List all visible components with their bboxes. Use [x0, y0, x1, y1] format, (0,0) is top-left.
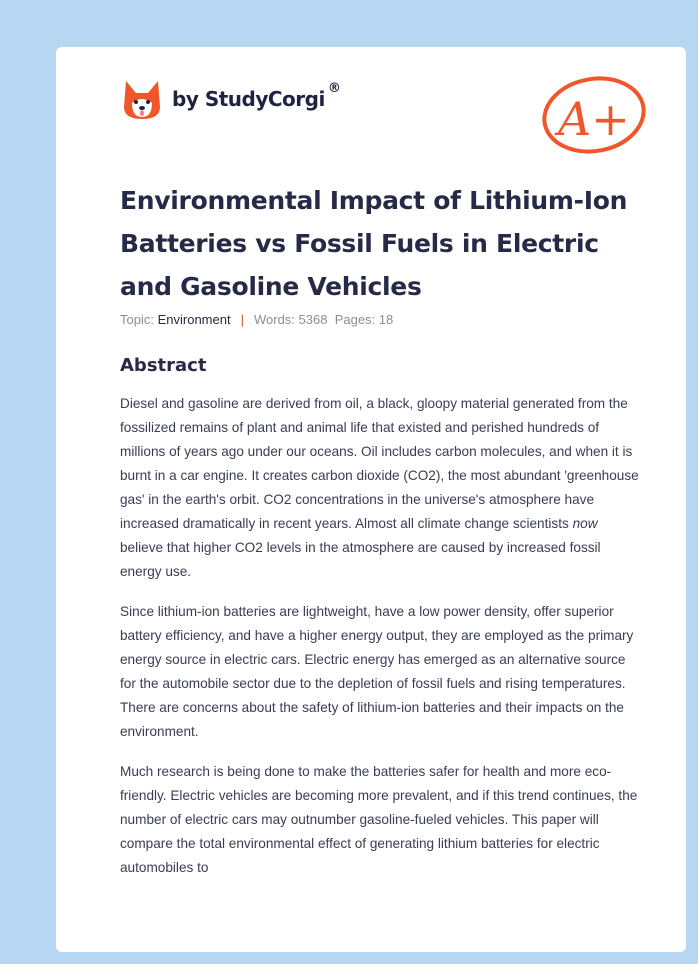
paragraph: Since lithium-ion batteries are lightweight, have a low power density, offer superior battery efficiency, and have a higher energy output, they are employed as the primary energy source in electric cars. Electric energy has emerged as an alternative source for the automobile sector due to the depletion of fossil fuels and rising temperatures. There are concerns about the safety of lithium-ion batteries and their impacts on the environment.: [120, 604, 634, 739]
page-title: Environmental Impact of Lithium-Ion Batteries vs Fossil Fuels in Electric and Gasoline Vehicles: [120, 186, 628, 301]
corgi-icon: [122, 77, 162, 121]
studycorgi-logo[interactable]: [122, 77, 340, 121]
svg-text:A+: A+: [558, 92, 630, 146]
brand-name: by StudyCorgi ®: [172, 81, 341, 111]
topic-link[interactable]: Environment: [157, 312, 231, 327]
paragraph: Much research is being done to make the batteries safer for health and more eco-friendly. Electric vehicles are becoming more prevalent, and if this trend continues, the number of electric cars may outnumber gasoline-fueled vehicles. This paper will compare the total environmental effect of generating lithium batteries for electric automobiles to: [120, 764, 638, 875]
abstract-body: [120, 392, 640, 896]
meta-info: Topic: Environment | Words: 5368 Pages: 18: [120, 312, 394, 327]
a-plus-grade-icon: [538, 69, 648, 159]
abstract-heading: Abstract: [120, 355, 207, 376]
document-card: [56, 47, 686, 952]
paragraph: Diesel and gasoline are derived from oil, a black, gloopy material generated from the fossilized remains of plant and animal life that existed and perished hundreds of millions of years ago under our oceans. Oil includes carbon molecules, and when it is burnt in a car engine. It creates carbon dioxide (CO2), the most abundant 'greenhouse gas' in the earth's orbit. CO2 concentrations in the universe's atmosphere have increased dramatically in recent years. Almost all climate change scientists now believe that higher CO2 levels in the atmosphere are caused by increased fossil energy use.: [120, 396, 639, 579]
